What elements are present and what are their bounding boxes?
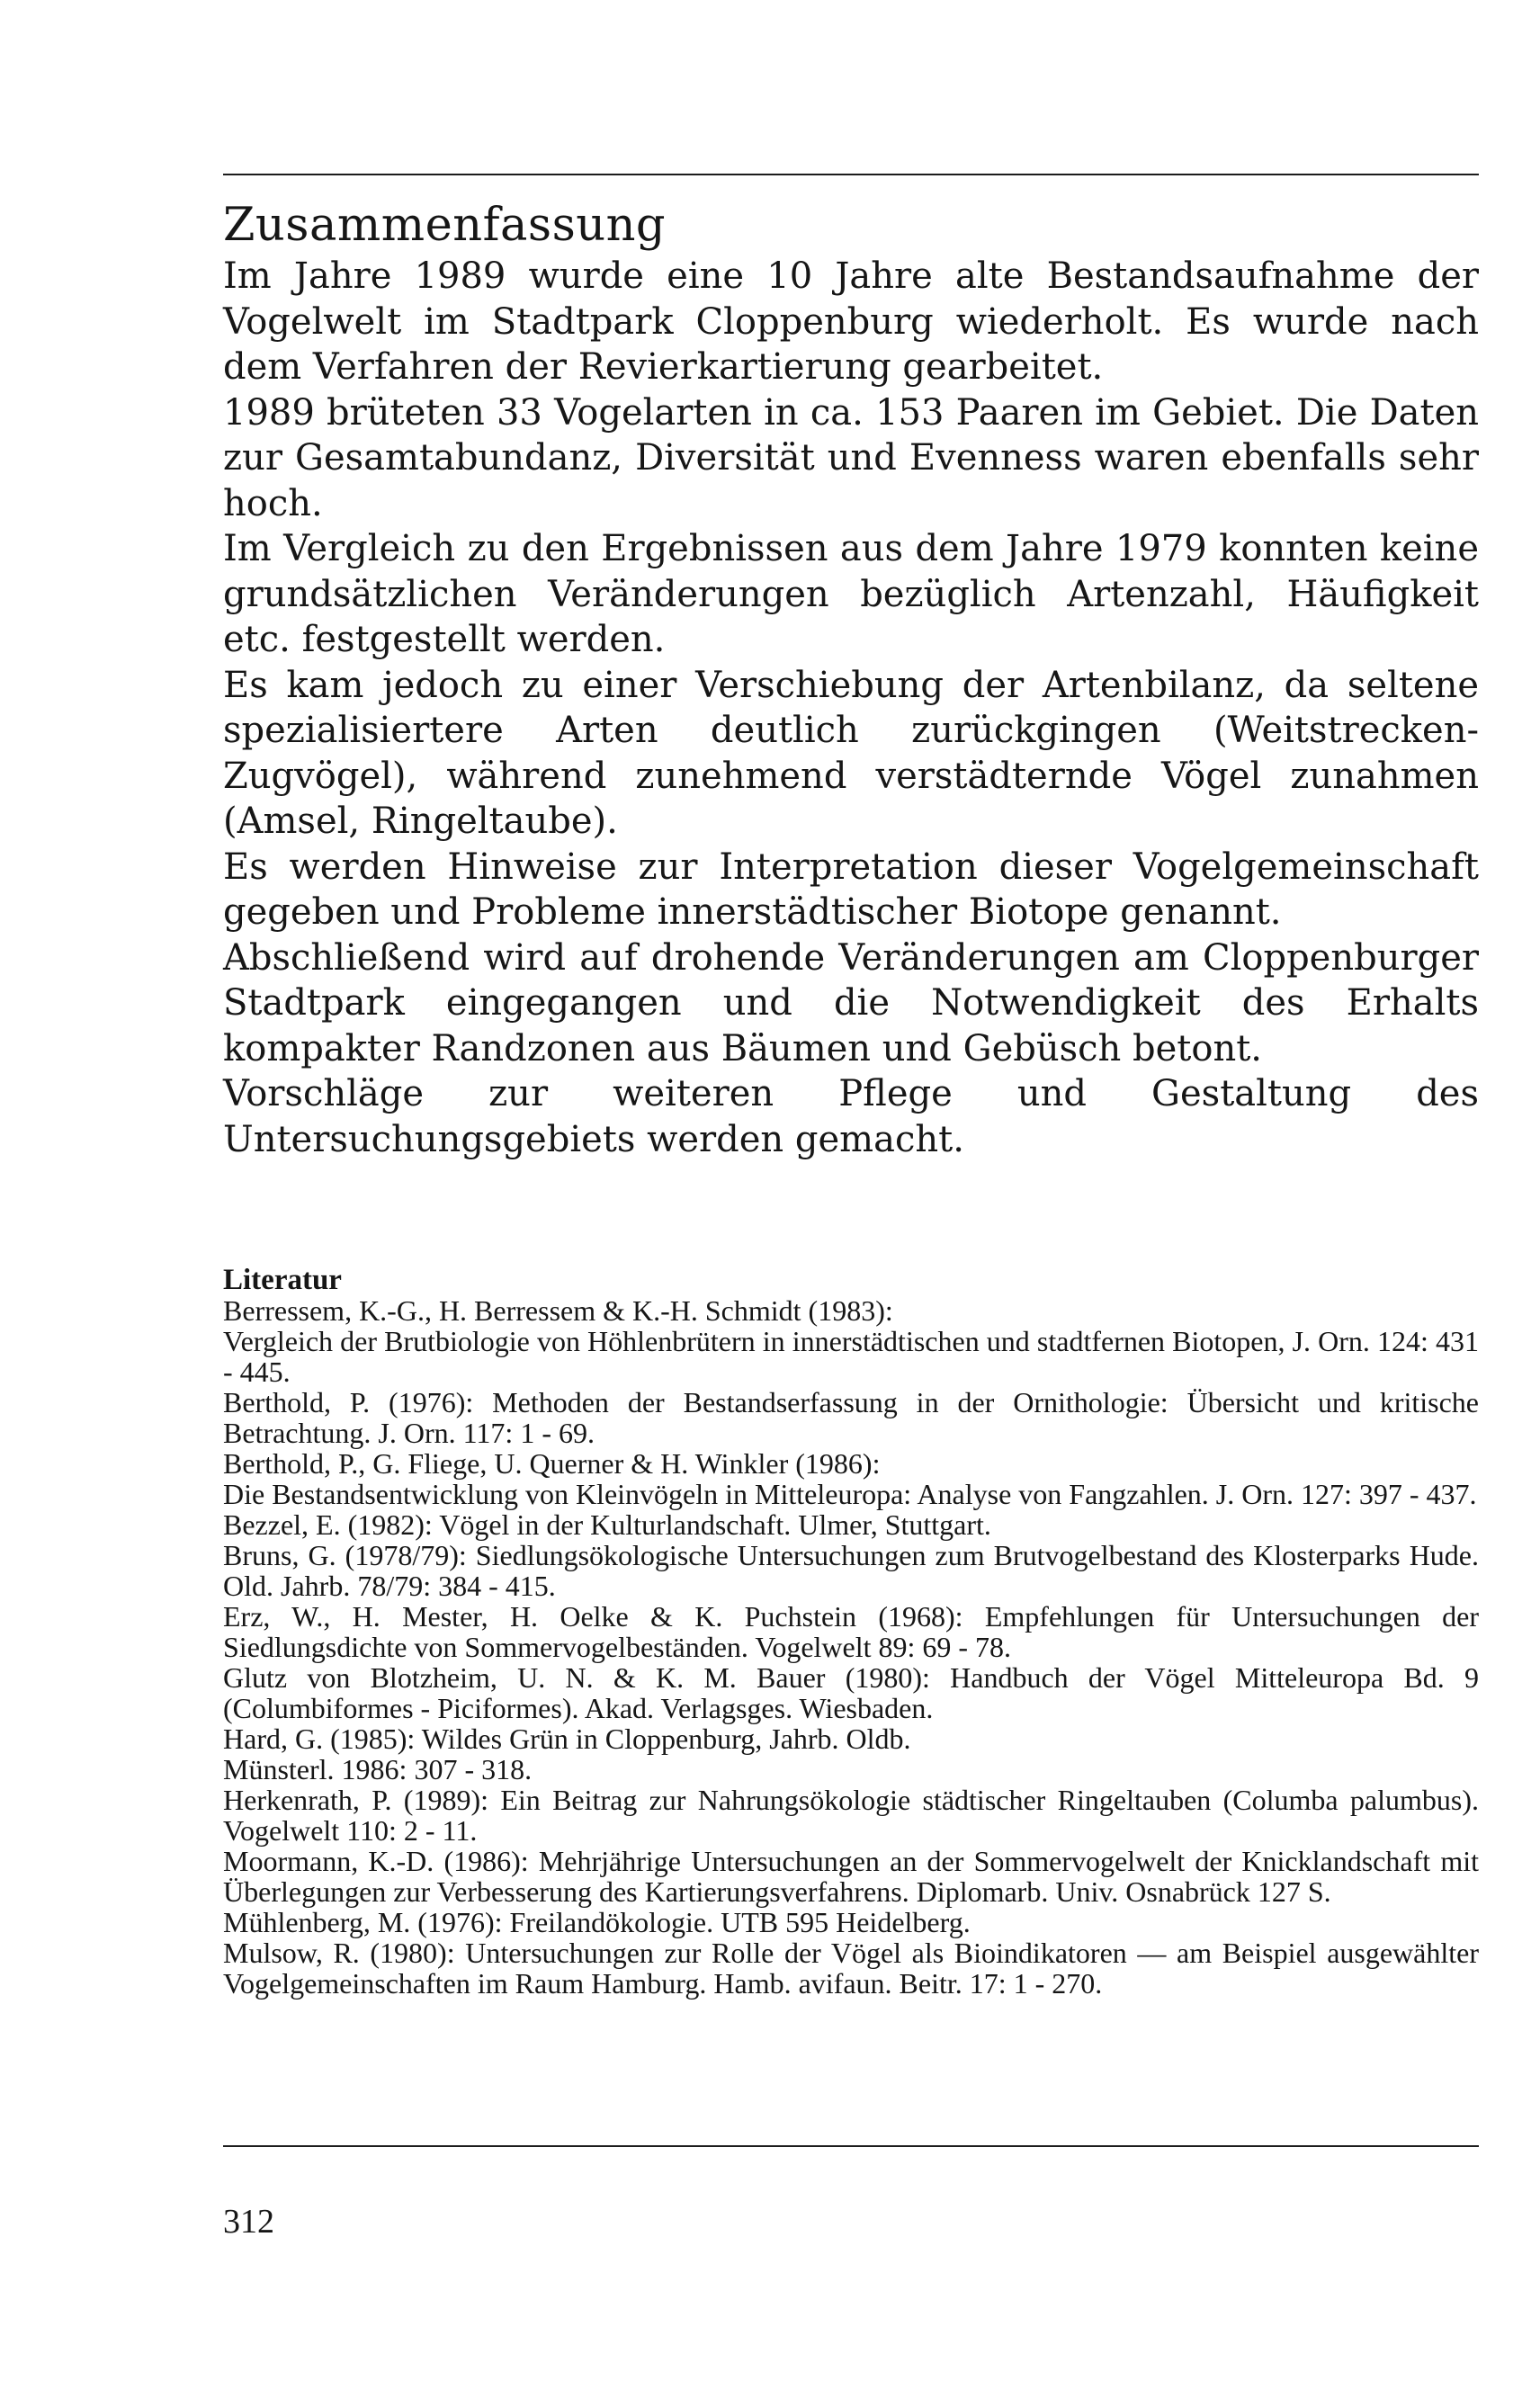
reference-entry: Bruns, G. (1978/79): Siedlungsökologische Untersuchungen zum Brutvogelbestand des Klosterparks Hude. Old. Jahrb. 78/79: 384 - 415. — [223, 1539, 1479, 1602]
page-number: 312 — [223, 2203, 274, 2241]
reference-entry: Hard, G. (1985): Wildes Grün in Cloppenburg, Jahrb. Oldb. — [223, 1722, 911, 1755]
bottom-rule — [223, 2145, 1479, 2147]
reference-entry: Vergleich der Brutbiologie von Höhlenbrütern in innerstädtischen und stadtfernen Biotopen, J. Orn. 124: 431 - 445. — [223, 1325, 1479, 1388]
summary-paragraph: 1989 brüteten 33 Vogelarten in ca. 153 Paaren im Gebiet. Die Daten zur Gesamtabundanz, Diversität und Evenness waren ebenfalls sehr hoch. — [223, 391, 1479, 524]
reference-entry: Berthold, P., G. Fliege, U. Querner & H. Winkler (1986): — [223, 1447, 881, 1480]
reference-entry: Münsterl. 1986: 307 - 318. — [223, 1753, 533, 1785]
summary-paragraph: Vorschläge zur weiteren Pflege und Gestaltung des Untersuchungsgebiets werden gemacht. — [223, 1073, 1479, 1160]
reference-entry: Moormann, K.-D. (1986): Mehrjährige Untersuchungen an der Sommervogelwelt der Knicklandschaft mit Überlegungen zur Verbesserung des Kartierungsverfahrens. Diplomarb. Univ. Osnabrück 127 S. — [223, 1845, 1479, 1908]
reference-entry: Berressem, K.-G., H. Berressem & K.-H. Schmidt (1983): — [223, 1294, 893, 1327]
reference-entry: Herkenrath, P. (1989): Ein Beitrag zur Nahrungsökologie städtischer Ringeltauben (Columba palumbus). Vogelwelt 110: 2 - 11. — [223, 1784, 1479, 1847]
summary-paragraph: Im Vergleich zu den Ergebnissen aus dem Jahre 1979 konnten keine grundsätzlichen Veränderungen bezüglich Artenzahl, Häufigkeit etc. festgestellt werden. — [223, 528, 1479, 660]
reference-entry: Glutz von Blotzheim, U. N. & K. M. Bauer (1980): Handbuch der Vögel Mitteleuropa Bd. 9 (Columbiformes - Piciformes). Akad. Verlagsges. Wiesbaden. — [223, 1661, 1479, 1724]
reference-entry: Berthold, P. (1976): Methoden der Bestandserfassung in der Ornithologie: Übersicht und kritische Betrachtung. J. Orn. 117: 1 - 69. — [223, 1386, 1479, 1449]
reference-entry: Bezzel, E. (1982): Vögel in der Kulturlandschaft. Ulmer, Stuttgart. — [223, 1508, 991, 1541]
references-heading: Literatur — [223, 1264, 342, 1296]
reference-entry: Mühlenberg, M. (1976): Freilandökologie. UTB 595 Heidelberg. — [223, 1906, 971, 1938]
summary-section — [223, 198, 1479, 1162]
summary-paragraph: Es kam jedoch zu einer Verschiebung der Artenbilanz, da seltene spezialisiertere Arten deutlich zurückgingen (Weitstrecken-Zugvögel), während zunehmend verstädternde Vögel zunahmen (Amsel, Ringeltaube). — [223, 664, 1479, 842]
summary-heading: Zusammenfassung — [223, 199, 667, 252]
reference-entry: Die Bestandsentwicklung von Kleinvögeln in Mitteleuropa: Analyse von Fangzahlen. J. Orn. 127: 397 - 437. — [223, 1478, 1477, 1510]
reference-entry: Erz, W., H. Mester, H. Oelke & K. Puchstein (1968): Empfehlungen für Untersuchungen der Siedlungsdichte von Sommervogelbeständen. Vogelwelt 89: 69 - 78. — [223, 1600, 1479, 1663]
top-rule — [223, 174, 1479, 175]
summary-paragraph: Es werden Hinweise zur Interpretation dieser Vogelgemeinschaft gegeben und Probleme innerstädtischer Biotope genannt. — [223, 846, 1479, 933]
summary-paragraph: Im Jahre 1989 wurde eine 10 Jahre alte Bestandsaufnahme der Vogelwelt im Stadtpark Cloppenburg wiederholt. Es wurde nach dem Verfahren der Revierkartierung gearbeitet. — [223, 255, 1479, 388]
summary-paragraph: Abschließend wird auf drohende Veränderungen am Cloppenburger Stadtpark eingegangen und die Notwendigkeit des Erhalts kompakter Randzonen aus Bäumen und Gebüsch betont. — [223, 936, 1479, 1069]
reference-entry: Mulsow, R. (1980): Untersuchungen zur Rolle der Vögel als Bioindikatoren — am Beispiel ausgewählter Vogelgemeinschaften im Raum Hamburg. Hamb. avifaun. Beitr. 17: 1 - 270. — [223, 1937, 1479, 2000]
references-section — [223, 1265, 1479, 1999]
